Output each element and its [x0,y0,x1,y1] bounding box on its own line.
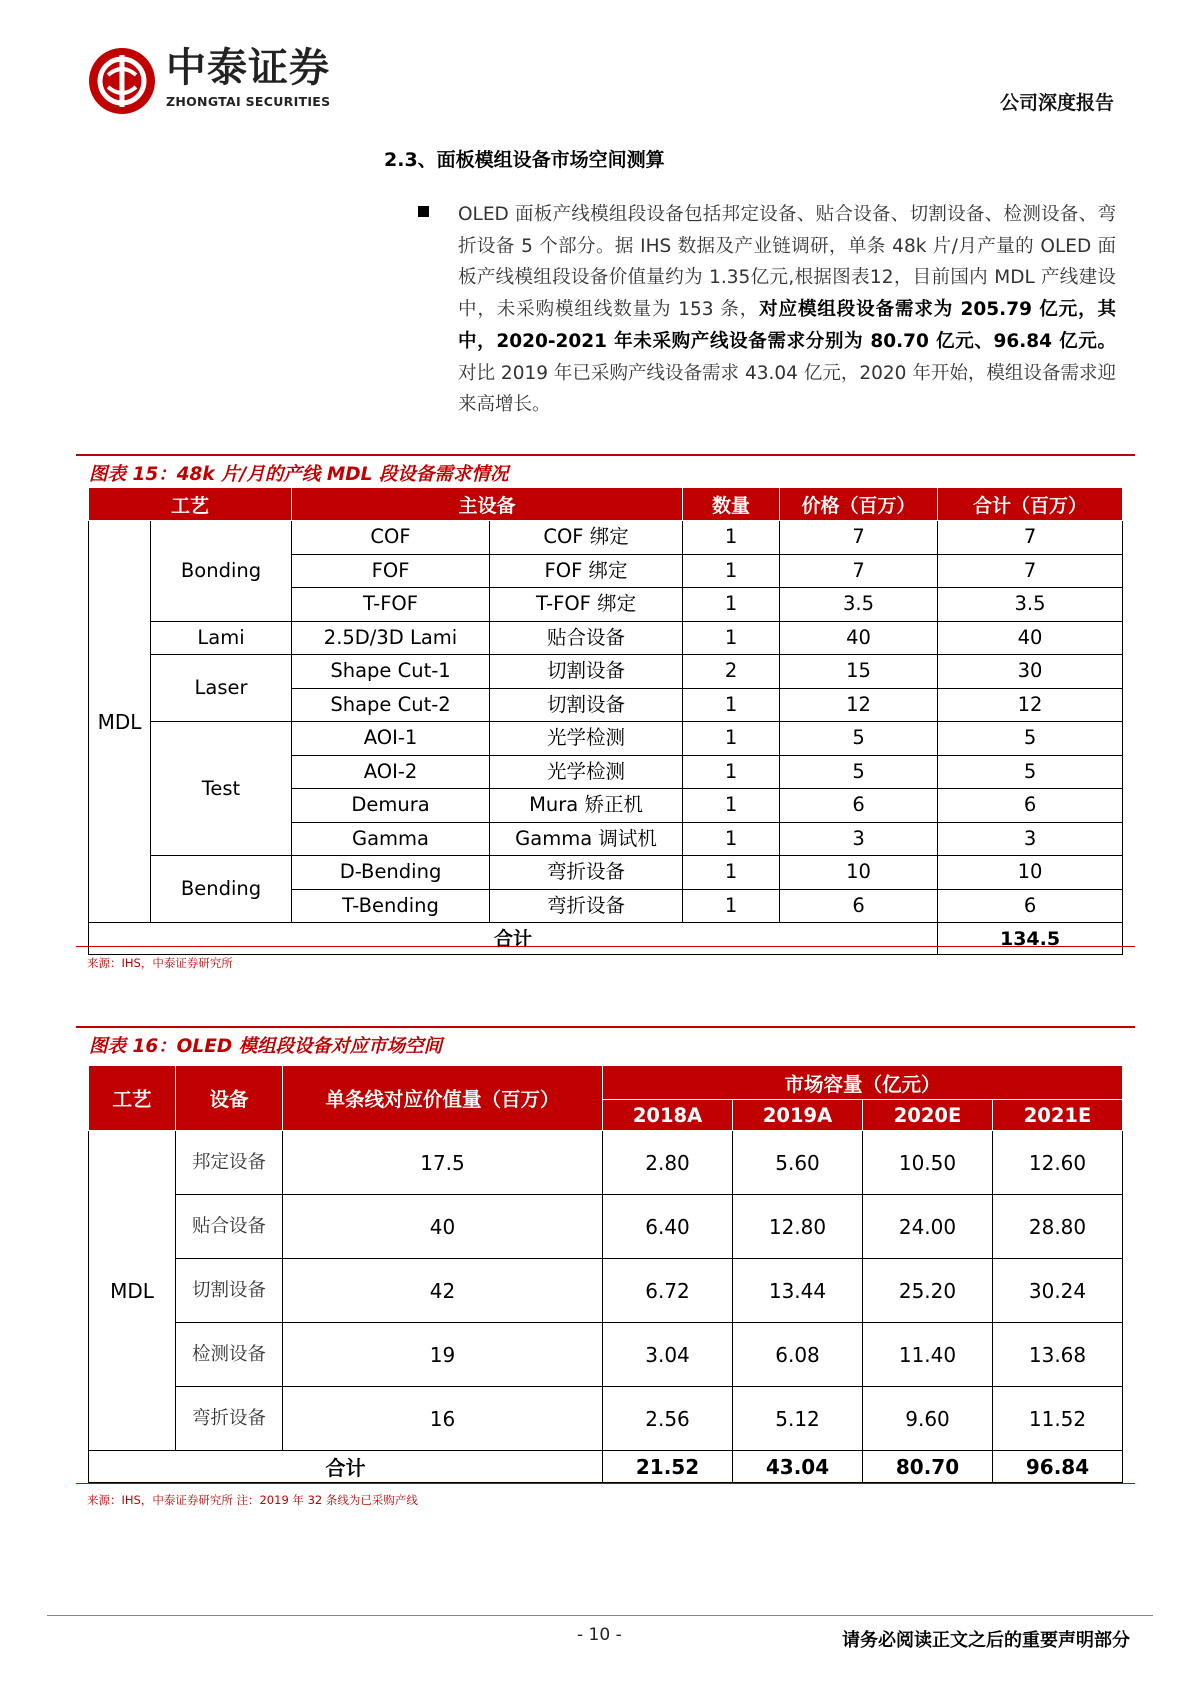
price-cell: 3 [780,822,938,856]
header-process: 工艺 [89,1066,176,1131]
total-cell: 40 [938,621,1123,655]
total-cell: 7 [938,521,1123,555]
table-row [89,1259,1123,1323]
header-market-capacity: 市场容量（亿元） [603,1066,1123,1100]
footer-disclaimer: 请务必阅读正文之后的重要声明部分 [842,1630,1130,1651]
total-label: 合计 [89,1451,603,1483]
value-2019-cell: 5.60 [733,1131,863,1195]
group-cell: Test [151,722,292,856]
value-2019-cell: 13.44 [733,1259,863,1323]
header-year: 2018A [603,1100,733,1131]
figure-16-source: 来源：IHS，中泰证券研究所 注：2019 年 32 条线为已采购产线 [87,1493,418,1507]
price-cell: 7 [780,521,938,555]
table-row [89,722,1123,756]
total-cell: 3 [938,822,1123,856]
price-cell: 5 [780,722,938,756]
paragraph-highlight: 对应模组段设备需求为 205.79 亿元，其中，2020-2021 年未采购产线设备需求分别为 80.70 亿元、96.84 亿元。 [458,299,1116,352]
desc-cell: 光学检测 [490,755,683,789]
figure-15-title: 图表 15：48k 片/月的产线 MDL 段设备需求情况 [89,464,509,485]
price-cell: 40 [780,621,938,655]
item-cell: Shape Cut-2 [292,688,490,722]
value-2021-cell: 28.80 [993,1195,1123,1259]
qty-cell: 1 [683,789,780,823]
qty-cell: 1 [683,755,780,789]
table-row [89,1195,1123,1259]
table-row [89,521,1123,555]
header-price: 价格（百万） [780,488,938,521]
header-unit-value: 单条线对应价值量（百万） [283,1066,603,1131]
value-2021-cell: 11.52 [993,1387,1123,1451]
total-cell: 3.5 [938,588,1123,622]
device-cell: 贴合设备 [176,1195,283,1259]
device-cell: 切割设备 [176,1259,283,1323]
value-2021-cell: 13.68 [993,1323,1123,1387]
total-cell: 6 [938,889,1123,923]
header-total: 合计（百万） [938,488,1123,521]
desc-cell: Mura 矫正机 [490,789,683,823]
figure-16-bottom-rule [76,1483,1135,1484]
unit-value-cell: 40 [283,1195,603,1259]
table-header-row [89,1066,1123,1100]
bullet-square-icon [418,206,429,217]
item-cell: Shape Cut-1 [292,655,490,689]
desc-cell: 弯折设备 [490,856,683,890]
section-title: 2.3、面板模组设备市场空间测算 [384,149,665,171]
desc-cell: 光学检测 [490,722,683,756]
total-cell: 6 [938,789,1123,823]
item-cell: AOI-1 [292,722,490,756]
item-cell: AOI-2 [292,755,490,789]
value-2018-cell: 3.04 [603,1323,733,1387]
qty-cell: 1 [683,822,780,856]
desc-cell: FOF 绑定 [490,554,683,588]
value-2020-cell: 9.60 [863,1387,993,1451]
desc-cell: COF 绑定 [490,521,683,555]
zhongtai-logo-icon [86,45,158,117]
qty-cell: 2 [683,655,780,689]
price-cell: 7 [780,554,938,588]
price-cell: 3.5 [780,588,938,622]
desc-cell: 切割设备 [490,688,683,722]
price-cell: 10 [780,856,938,890]
total-cell: 12 [938,688,1123,722]
item-cell: Demura [292,789,490,823]
item-cell: Gamma [292,822,490,856]
total-cell: 5 [938,722,1123,756]
table-header-row [89,488,1123,521]
value-2018-cell: 6.40 [603,1195,733,1259]
header-year: 2021E [993,1100,1123,1131]
unit-value-cell: 17.5 [283,1131,603,1195]
unit-value-cell: 16 [283,1387,603,1451]
header-process: 工艺 [89,488,292,521]
qty-cell: 1 [683,521,780,555]
value-2019-cell: 6.08 [733,1323,863,1387]
segment-label: MDL [97,709,142,734]
header-device: 设备 [176,1066,283,1131]
table-row [89,856,1123,890]
figure-16-title: 图表 16：OLED 模组段设备对应市场空间 [89,1036,443,1057]
segment-cell: MDL [89,1131,176,1451]
desc-cell: 弯折设备 [490,889,683,923]
group-cell: Bonding [151,521,292,622]
value-2019-cell: 12.80 [733,1195,863,1259]
value-2020-cell: 11.40 [863,1323,993,1387]
desc-cell: T-FOF 绑定 [490,588,683,622]
paragraph-text-end: 对比 2019 年已采购产线设备需求 43.04 亿元，2020 年开始，模组设备需求迎来高增长。 [458,362,1116,416]
footer-rule [47,1615,1153,1616]
figure-15-bottom-rule [76,946,1135,947]
total-value: 134.5 [938,923,1123,955]
total-cell: 7 [938,554,1123,588]
table-row [89,1131,1123,1195]
group-cell: Lami [151,621,292,655]
total-2018: 21.52 [603,1451,733,1483]
value-2020-cell: 25.20 [863,1259,993,1323]
figure-15-source: 来源：IHS，中泰证券研究所 [87,956,233,970]
price-cell: 15 [780,655,938,689]
qty-cell: 1 [683,722,780,756]
brand-name-cn: 中泰证券 [166,45,330,91]
qty-cell: 1 [683,856,780,890]
desc-cell: 贴合设备 [490,621,683,655]
total-2020: 80.70 [863,1451,993,1483]
value-2018-cell: 2.56 [603,1387,733,1451]
total-label: 合计 [89,923,938,955]
total-2019: 43.04 [733,1451,863,1483]
item-cell: D-Bending [292,856,490,890]
body-paragraph [458,199,1116,421]
total-cell: 30 [938,655,1123,689]
value-2020-cell: 24.00 [863,1195,993,1259]
paragraph-text: OLED 面板产线模组段设备包括邦定设备、贴合设备、切割设备、检测设备、弯折设备 5 个部分。据 IHS 数据及产业链调研，单条 48k 片/月产量的 OLED 面板产线模组段设备价值量约为 1.35亿元,根据图表12，目前国内 MDL 产线建设中，未采购模组线数量为 153 条， [458,204,1116,321]
brand-name-en: ZHONGTAI SECURITIES [166,94,331,109]
figure-16-table [88,1065,1123,1483]
device-cell: 检测设备 [176,1323,283,1387]
item-cell: T-FOF [292,588,490,622]
value-2018-cell: 2.80 [603,1131,733,1195]
qty-cell: 1 [683,588,780,622]
item-cell: T-Bending [292,889,490,923]
segment-cell [89,521,151,923]
item-cell: COF [292,521,490,555]
value-2018-cell: 6.72 [603,1259,733,1323]
header-year: 2019A [733,1100,863,1131]
unit-value-cell: 42 [283,1259,603,1323]
header-equipment: 主设备 [292,488,683,521]
price-cell: 6 [780,889,938,923]
qty-cell: 1 [683,554,780,588]
table-total-row [89,923,1123,955]
price-cell: 5 [780,755,938,789]
qty-cell: 1 [683,688,780,722]
total-cell: 10 [938,856,1123,890]
desc-cell: 切割设备 [490,655,683,689]
value-2021-cell: 30.24 [993,1259,1123,1323]
price-cell: 12 [780,688,938,722]
device-cell: 弯折设备 [176,1387,283,1451]
header-year: 2020E [863,1100,993,1131]
item-cell: 2.5D/3D Lami [292,621,490,655]
item-cell: FOF [292,554,490,588]
qty-cell: 1 [683,621,780,655]
group-cell: Bending [151,856,292,923]
figure-15-table [88,487,1123,955]
table-row [89,1323,1123,1387]
desc-cell: Gamma 调试机 [490,822,683,856]
qty-cell: 1 [683,889,780,923]
price-cell: 6 [780,789,938,823]
figure-15-rule [76,454,1135,456]
table-total-row [89,1451,1123,1483]
total-cell: 5 [938,755,1123,789]
group-cell: Laser [151,655,292,722]
page-number: - 10 - [577,1625,622,1645]
table-row [89,621,1123,655]
value-2021-cell: 12.60 [993,1131,1123,1195]
value-2020-cell: 10.50 [863,1131,993,1195]
figure-16-rule [76,1026,1135,1028]
unit-value-cell: 19 [283,1323,603,1387]
table-row [89,655,1123,689]
value-2019-cell: 5.12 [733,1387,863,1451]
header-quantity: 数量 [683,488,780,521]
device-cell: 邦定设备 [176,1131,283,1195]
total-2021: 96.84 [993,1451,1123,1483]
table-row [89,1387,1123,1451]
report-type: 公司深度报告 [999,92,1114,114]
